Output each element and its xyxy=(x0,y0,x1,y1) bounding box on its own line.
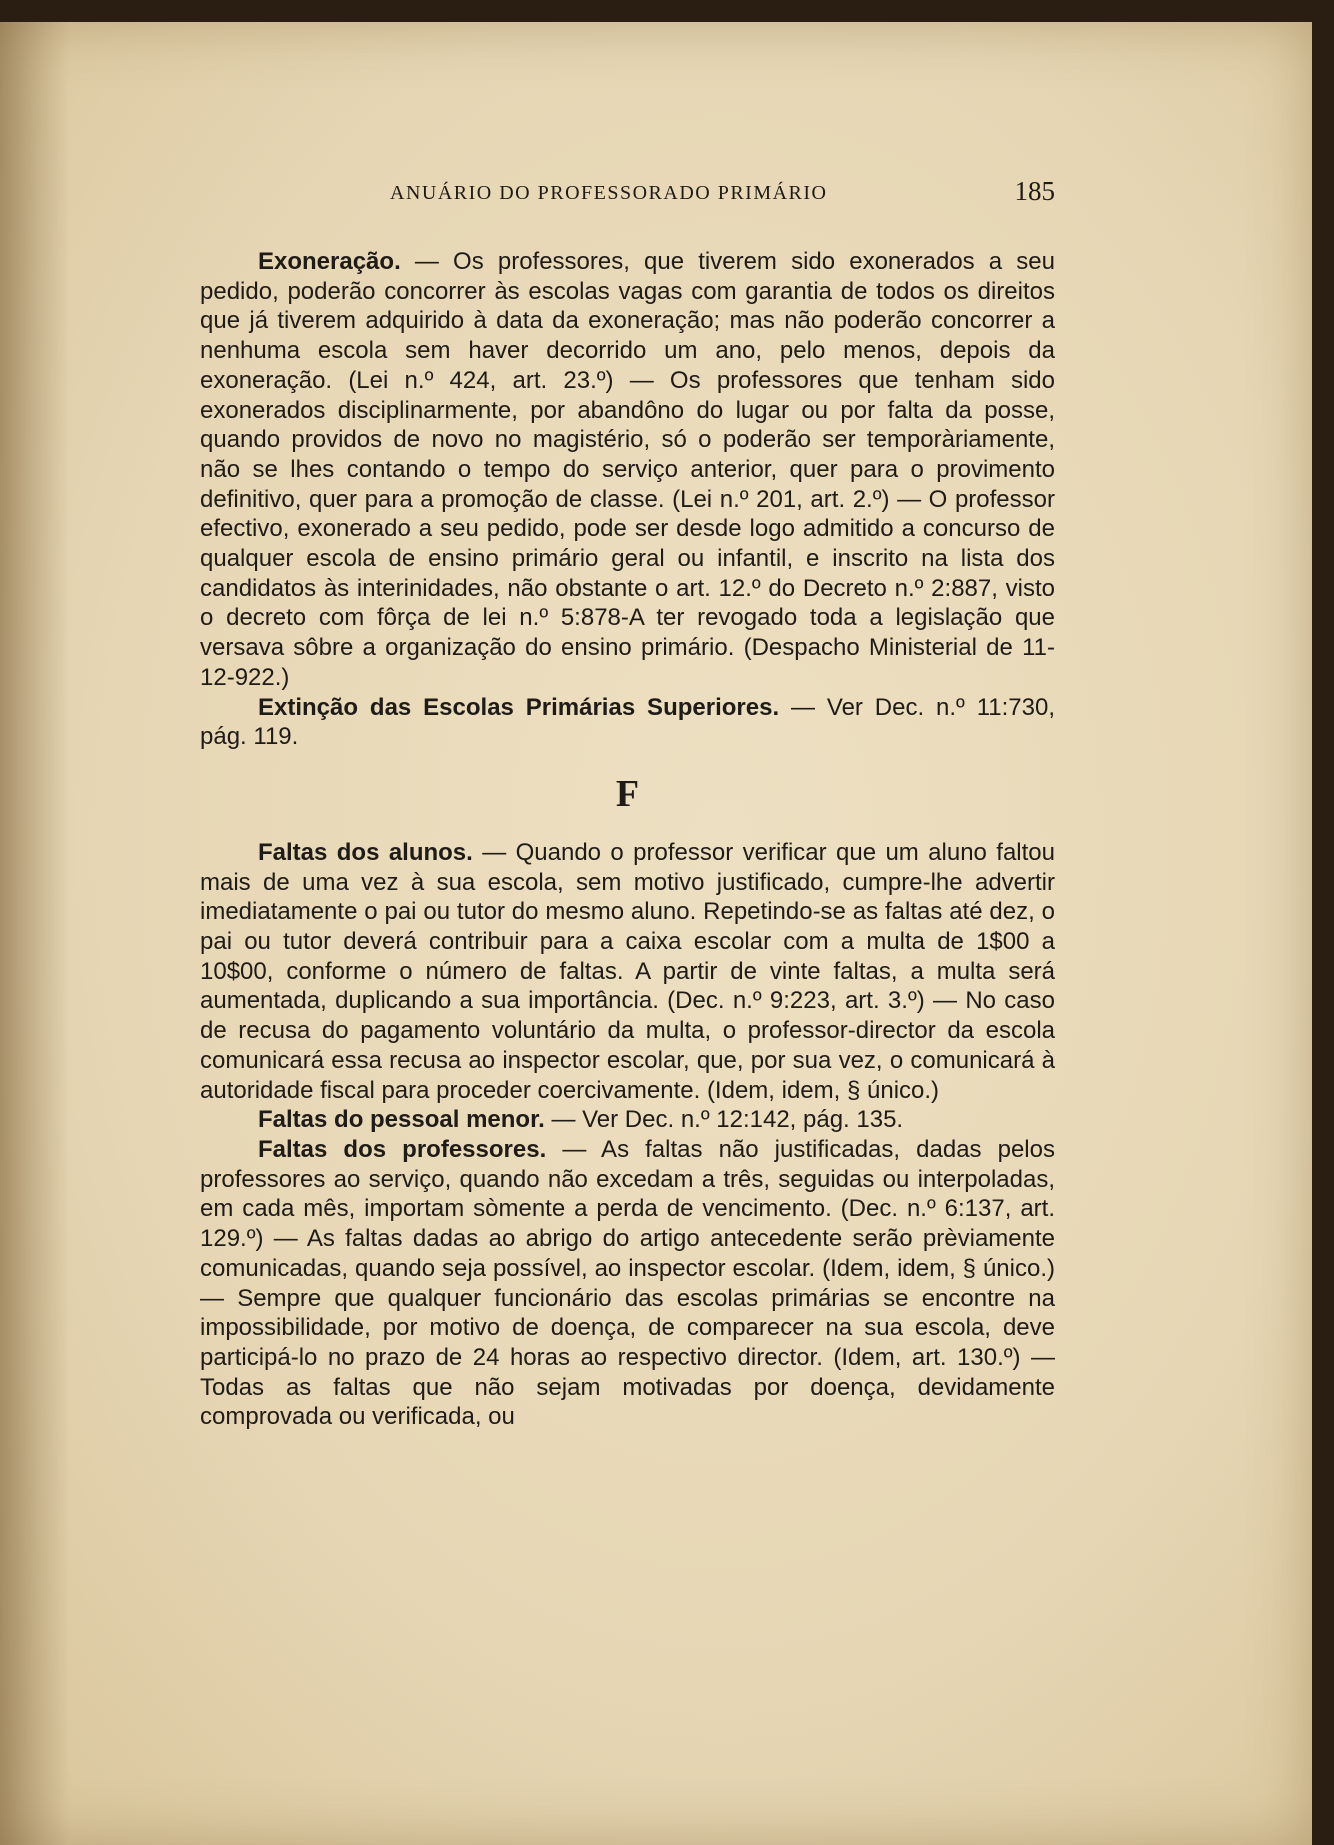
entry-text: — Ver Dec. n.º 11:730, pág. 119. xyxy=(200,693,1055,751)
entry-text: — Ver Dec. n.º 12:142, pág. 135. xyxy=(551,1106,904,1134)
entry-extincao xyxy=(200,693,1055,752)
entry-term: Extinção das Escolas Primárias Superiores. xyxy=(258,693,780,721)
entry-faltas-professores xyxy=(200,1135,1055,1432)
entry-faltas-alunos xyxy=(200,838,1055,1105)
entry-text: — Os professores, que tiverem sido exonerados a seu pedido, poderão concorrer às escolas vagas com garantia de todos os direitos que já tiverem adquirido à data da exoneração; mas não poderão concorrer a nenhuma escola sem haver decorrido um ano, pelo menos, depois da exoneração. (Lei n.º 424, art. 23.º) — Os professores que tenham sido exonerados disciplinarmente, por abandôno do lugar ou por falta da posse, quando providos de novo no magistério, só o poderão ser temporàriamente, não se lhes contando o tempo do serviço anterior, quer para o provimento definitivo, quer para a promoção de classe. (Lei n.º 201, art. 2.º) — O professor efectivo, exonerado a seu pedido, pode ser desde logo admitido a concurso de qualquer escola de ensino primário geral ou infantil, e inscrito na lista dos candidatos às interinidades, não obstante o art. 12.º do Decreto n.º 2:887, visto o decreto com fôrça de lei n.º 5:878-A ter revogado toda a legislação que versava sôbre a organização do ensino primário. (Despacho Ministerial de 11-12-922.) xyxy=(200,248,1055,691)
entry-exoneracao xyxy=(200,247,1055,693)
section-letter: F xyxy=(615,772,640,815)
page-header xyxy=(200,162,1055,206)
entry-text: — Quando o professor verificar que um aluno faltou mais de uma vez à sua escola, sem motivo justificado, cumpre-lhe advertir imediatamente o pai ou tutor do mesmo aluno. Repetindo-se as faltas até dez, o pai ou tutor deverá contribuir para a caixa escolar com a multa de 1$00 a 10$00, conforme o número de faltas. A partir de vinte faltas, a multa será aumentada, duplicando a sua importância. (Dec. n.º 9:223, art. 3.º) — No caso de recusa do pagamento voluntário da multa, o professor-director da escola comunicará essa recusa ao inspector escolar, que, por sua vez, o comunicará à autoridade fiscal para proceder coercivamente. (Idem, idem, § único.) xyxy=(200,838,1055,1104)
entry-term: Faltas do pessoal menor. xyxy=(258,1106,545,1134)
body-text xyxy=(200,247,1055,1432)
running-title: ANUÁRIO DO PROFESSORADO PRIMÁRIO xyxy=(390,182,828,204)
entry-term: Faltas dos professores. xyxy=(258,1135,547,1163)
book-page xyxy=(0,22,1312,1845)
page-number: 185 xyxy=(1014,176,1055,206)
entry-text: — As faltas não justificadas, dadas pelos professores ao serviço, quando não excedam a três, seguidas ou interpoladas, em cada mês, importam sòmente a perda de vencimento. (Dec. n.º 6:137, art. 129.º) — As faltas dadas ao abrigo do artigo antecedente serão prèviamente comunicadas, quando seja possível, ao inspector escolar. (Idem, idem, § único.) — Sempre que qualquer funcionário das escolas primárias se encontre na impossibilidade, por motivo de doença, de comparecer na sua escola, deve participá-lo no prazo de 24 horas ao respectivo director. (Idem, art. 130.º) — Todas as faltas que não sejam motivadas por doença, devidamente comprovada ou verificada, ou xyxy=(200,1135,1055,1431)
entry-term: Exoneração. xyxy=(258,248,401,275)
entry-faltas-pessoal xyxy=(200,1105,1055,1135)
entry-term: Faltas dos alunos. xyxy=(258,838,473,866)
